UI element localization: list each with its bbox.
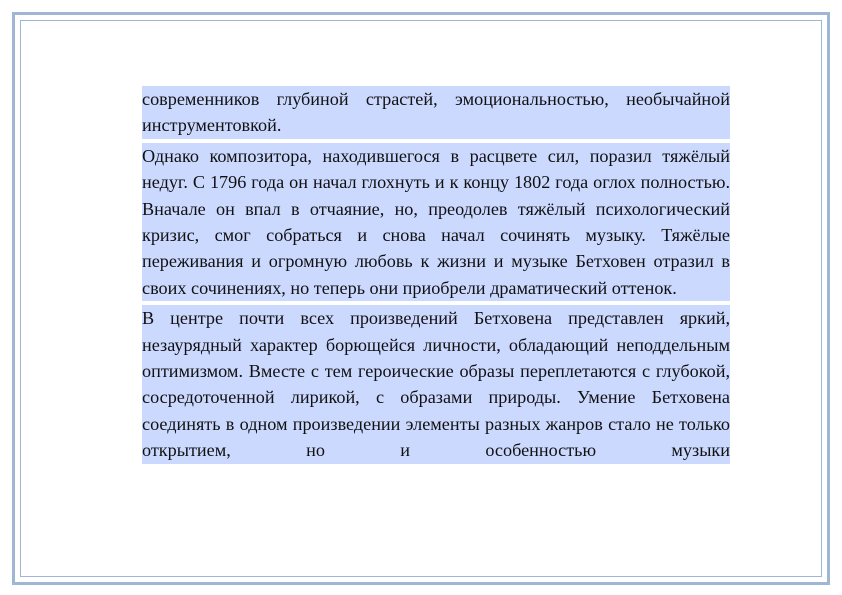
paragraph-1 [142,86,730,139]
paragraph-2 [142,143,730,301]
slide-text-block [142,86,730,468]
paragraph-3 [142,305,730,463]
paragraph-3-text: В центре почти всех произведений Бетховена представлен яркий, незаурядный характер борющейся личности, обладающий неподдельным оптимизмом. Вместе с тем героические образы переплетаются с глубокой, сосредоточенной лирикой, с образами природы. Умение Бетховена соединять в одном произведении элементы разных жанров стало не только открытием, но и особенностью музыки [142,308,730,461]
paragraph-2-text: Однако композитора, находившегося в расцвете сил, поразил тяжёлый недуг. С 1796 года он начал глохнуть и к концу 1802 года оглох полностью. Вначале он впал в отчаяние, но, преодолев тяжёлый психологический кризис, смог собраться и снова начал сочинять музыку. Тяжёлые переживания и огромную любовь к жизни и музыке Бетховен отразил в своих сочинениях, но теперь они приобрели драматический оттенок. [142,145,730,298]
paragraph-1-text: современников глубиной страстей, эмоциональностью, необычайной инструментовкой. [142,89,730,136]
